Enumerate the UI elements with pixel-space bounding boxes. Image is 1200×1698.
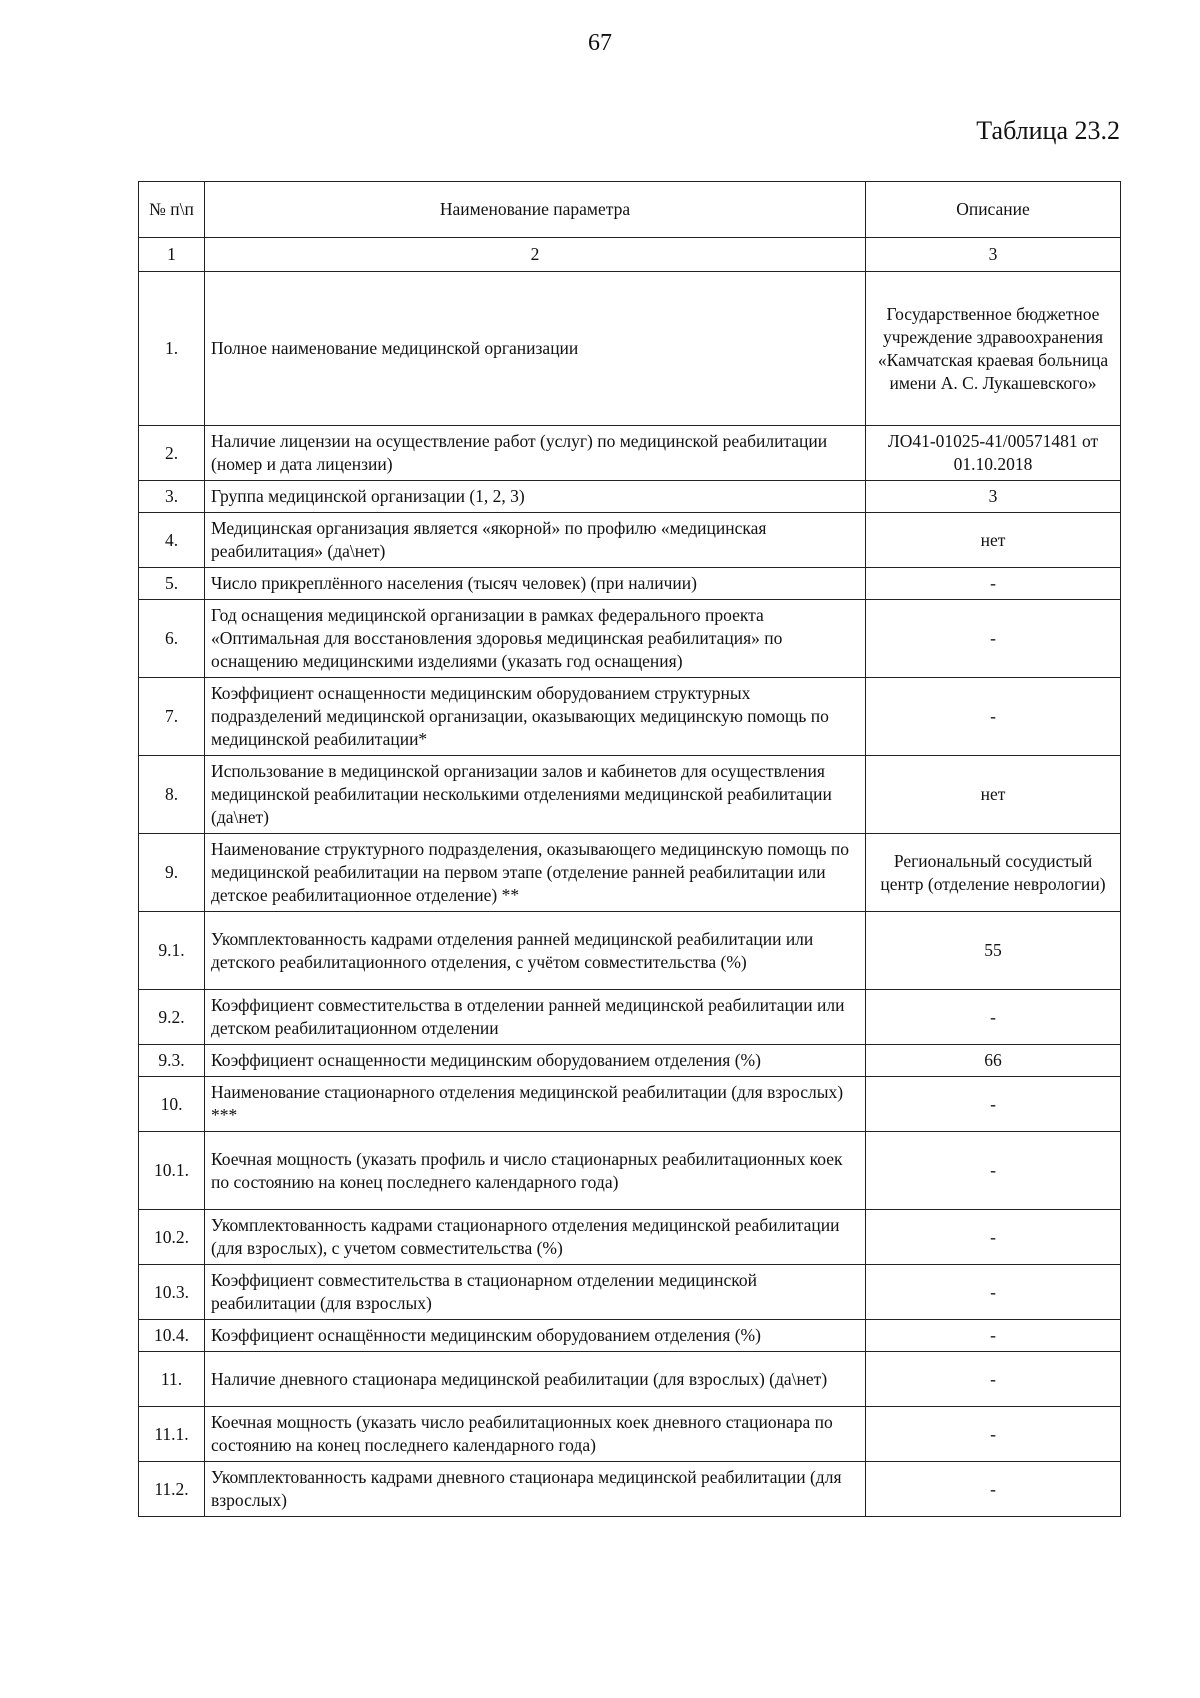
parameter-description: -: [866, 678, 1121, 756]
column-index-2: 2: [205, 238, 866, 272]
parameter-description: -: [866, 1407, 1121, 1462]
column-header-number: № п\п: [139, 182, 205, 238]
parameter-description: -: [866, 600, 1121, 678]
parameter-name: Число прикреплённого населения (тысяч человек) (при наличии): [205, 568, 866, 600]
parameter-description: 3: [866, 481, 1121, 513]
table-row: [139, 426, 1121, 481]
table-row: [139, 481, 1121, 513]
parameter-name: Коэффициент оснащённости медицинским оборудованием отделения (%): [205, 1320, 866, 1352]
table-row: [139, 568, 1121, 600]
parameter-description: -: [866, 1077, 1121, 1132]
parameter-description: Региональный сосудистый центр (отделение неврологии): [866, 834, 1121, 912]
table-row: [139, 678, 1121, 756]
parameter-name: Коэффициент оснащенности медицинским оборудованием структурных подразделений медицинской организации, оказывающих медицинскую помощь по медицинской реабилитации*: [205, 678, 866, 756]
row-number: 10.: [139, 1077, 205, 1132]
table-row: [139, 1132, 1121, 1210]
parameter-description: нет: [866, 513, 1121, 568]
column-header-description: Описание: [866, 182, 1121, 238]
parameter-description: -: [866, 1210, 1121, 1265]
row-number: 2.: [139, 426, 205, 481]
parameter-description: 66: [866, 1045, 1121, 1077]
table-row: [139, 1210, 1121, 1265]
page-number: 67: [588, 30, 612, 56]
row-number: 4.: [139, 513, 205, 568]
parameter-name: Коэффициент совместительства в отделении ранней медицинской реабилитации или детском реабилитационном отделении: [205, 990, 866, 1045]
table-row: [139, 756, 1121, 834]
row-number: 3.: [139, 481, 205, 513]
parameter-description: -: [866, 1132, 1121, 1210]
parameter-description: -: [866, 990, 1121, 1045]
parameter-name: Наименование стационарного отделения медицинской реабилитации (для взрослых) ***: [205, 1077, 866, 1132]
table-row: [139, 1407, 1121, 1462]
table-row: [139, 1320, 1121, 1352]
row-number: 6.: [139, 600, 205, 678]
row-number: 8.: [139, 756, 205, 834]
parameter-name: Наличие дневного стационара медицинской реабилитации (для взрослых) (да\нет): [205, 1352, 866, 1407]
table-row: [139, 1352, 1121, 1407]
parameter-description: Государственное бюджетное учреждение здравоохранения «Камчатская краевая больница имени А. С. Лукашевского»: [866, 272, 1121, 426]
parameter-description: нет: [866, 756, 1121, 834]
parameter-description: -: [866, 1352, 1121, 1407]
row-number: 5.: [139, 568, 205, 600]
table-row: [139, 272, 1121, 426]
table-row: [139, 912, 1121, 990]
row-number: 10.4.: [139, 1320, 205, 1352]
column-index-1: 1: [139, 238, 205, 272]
parameter-description: -: [866, 1265, 1121, 1320]
parameters-table: [138, 181, 1121, 1517]
parameter-name: Год оснащения медицинской организации в рамках федерального проекта «Оптимальная для восстановления здоровья медицинская реабилитация» по оснащению медицинскими изделиями (указать год оснащения): [205, 600, 866, 678]
row-number: 7.: [139, 678, 205, 756]
table-row: [139, 1045, 1121, 1077]
table-row: [139, 1462, 1121, 1517]
row-number: 10.2.: [139, 1210, 205, 1265]
parameter-name: Укомплектованность кадрами отделения ранней медицинской реабилитации или детского реабилитационного отделения, с учётом совместительства (%): [205, 912, 866, 990]
row-number: 11.2.: [139, 1462, 205, 1517]
parameter-description: -: [866, 1462, 1121, 1517]
parameter-description: -: [866, 1320, 1121, 1352]
table-row: [139, 834, 1121, 912]
parameter-name: Коэффициент оснащенности медицинским оборудованием отделения (%): [205, 1045, 866, 1077]
column-index-3: 3: [866, 238, 1121, 272]
table-row: [139, 600, 1121, 678]
row-number: 9.3.: [139, 1045, 205, 1077]
parameter-description: -: [866, 568, 1121, 600]
parameter-name: Наименование структурного подразделения, оказывающего медицинскую помощь по медицинской реабилитации на первом этапе (отделение ранней реабилитации или детское реабилитационное отделение) **: [205, 834, 866, 912]
row-number: 10.1.: [139, 1132, 205, 1210]
table-row: [139, 1265, 1121, 1320]
row-number: 9.2.: [139, 990, 205, 1045]
parameter-name: Использование в медицинской организации залов и кабинетов для осуществления медицинской реабилитации несколькими отделениями медицинской реабилитации (да\нет): [205, 756, 866, 834]
parameter-name: Группа медицинской организации (1, 2, 3): [205, 481, 866, 513]
row-number: 9.: [139, 834, 205, 912]
parameter-name: Коэффициент совместительства в стационарном отделении медицинской реабилитации (для взрослых): [205, 1265, 866, 1320]
header-row: [139, 182, 1121, 238]
table-row: [139, 513, 1121, 568]
column-header-parameter: Наименование параметра: [205, 182, 866, 238]
parameter-name: Медицинская организация является «якорной» по профилю «медицинская реабилитация» (да\нет): [205, 513, 866, 568]
table-caption: Таблица 23.2: [976, 116, 1120, 145]
row-number: 9.1.: [139, 912, 205, 990]
parameter-name: Полное наименование медицинской организации: [205, 272, 866, 426]
parameter-name: Коечная мощность (указать профиль и число стационарных реабилитационных коек по состоянию на конец последнего календарного года): [205, 1132, 866, 1210]
table-row: [139, 990, 1121, 1045]
column-index-row: [139, 238, 1121, 272]
parameter-name: Коечная мощность (указать число реабилитационных коек дневного стационара по состоянию на конец последнего календарного года): [205, 1407, 866, 1462]
row-number: 11.1.: [139, 1407, 205, 1462]
row-number: 10.3.: [139, 1265, 205, 1320]
parameter-name: Укомплектованность кадрами стационарного отделения медицинской реабилитации (для взрослых), с учетом совместительства (%): [205, 1210, 866, 1265]
parameter-name: Наличие лицензии на осуществление работ (услуг) по медицинской реабилитации (номер и дата лицензии): [205, 426, 866, 481]
parameter-description: 55: [866, 912, 1121, 990]
row-number: 11.: [139, 1352, 205, 1407]
table-body: [139, 272, 1121, 1517]
parameter-name: Укомплектованность кадрами дневного стационара медицинской реабилитации (для взрослых): [205, 1462, 866, 1517]
parameter-description: ЛО41-01025-41/00571481 от 01.10.2018: [866, 426, 1121, 481]
table-row: [139, 1077, 1121, 1132]
row-number: 1.: [139, 272, 205, 426]
